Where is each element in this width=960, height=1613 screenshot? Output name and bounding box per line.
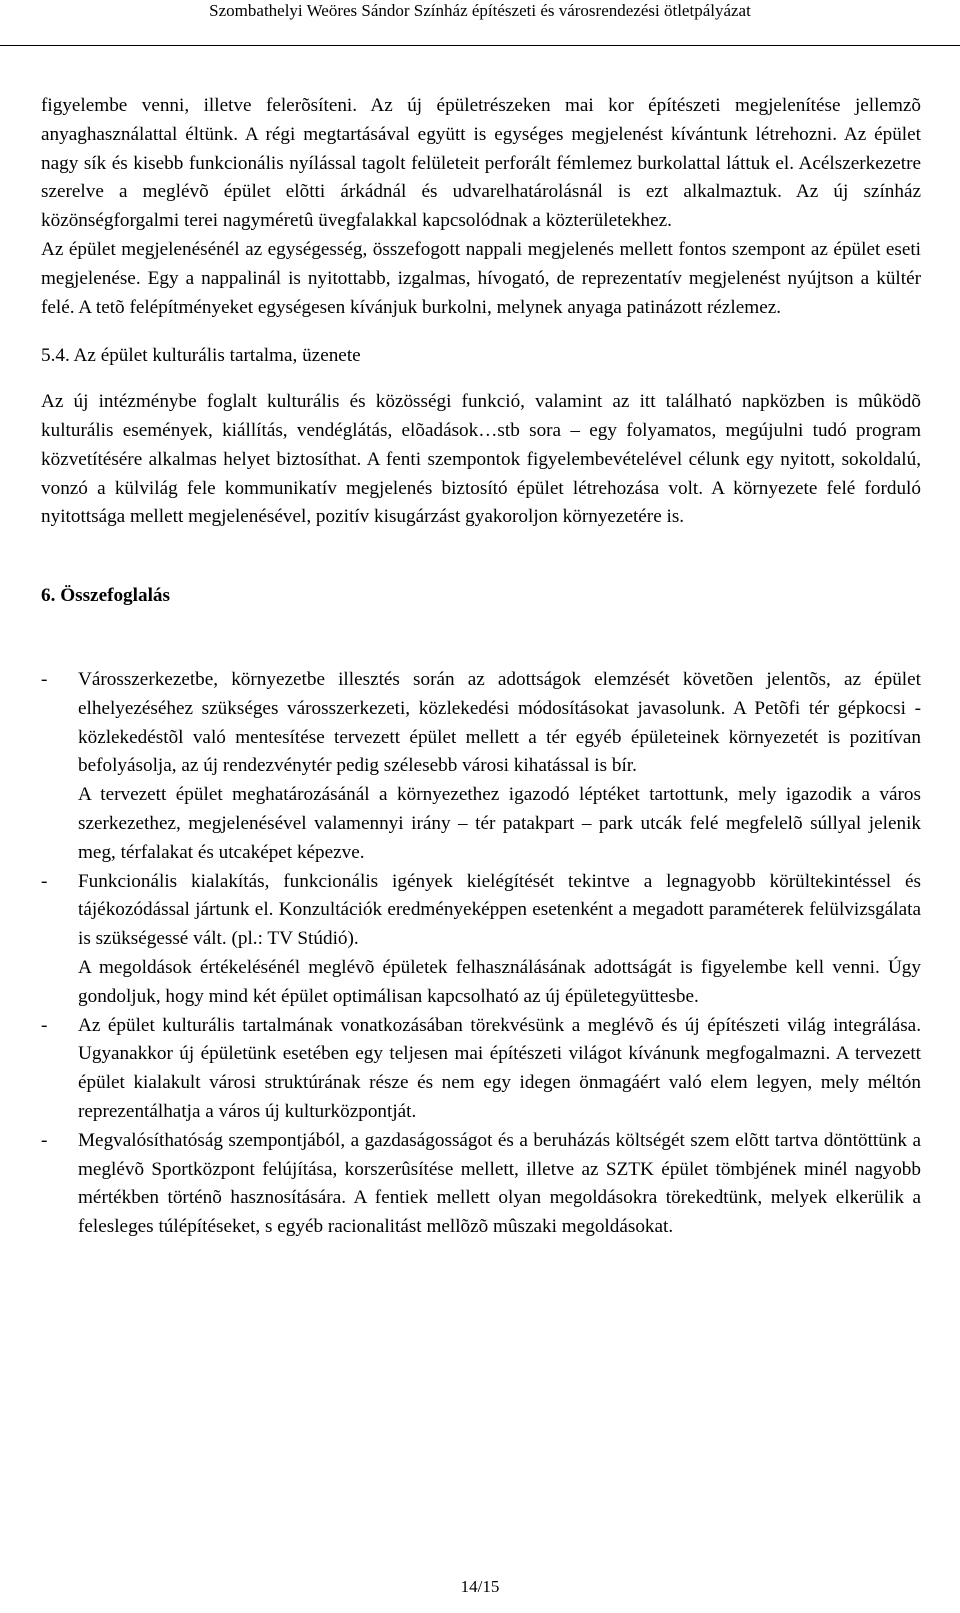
- list-bullet-dash: -: [41, 668, 48, 690]
- list-item: [41, 1012, 921, 1127]
- list-item-paragraph: Funkcionális kialakítás, funkcionális igények kielégítését tekintve a legnagyobb körültekintéssel és tájékozódással jártunk el. Konzultációk eredményeképpen esetenként a megadott paraméterek felülvizsgálata is szükségessé vált. (pl.: TV Stúdió).: [78, 870, 921, 950]
- page-number: 14/15: [460, 1577, 500, 1596]
- list-item: [41, 1127, 921, 1242]
- list-item-paragraph: A megoldások értékelésénél meglévõ épületek felhasználásának adottságát is figyelembe kell venni. Úgy gondoljuk, hogy mind két épület optimálisan kapcsolható az új épületegyüttesbe.: [78, 956, 921, 1007]
- list-item: [41, 868, 921, 1012]
- header-title: Szombathelyi Weöres Sándor Színház építészeti és városrendezési ötletpályázat: [209, 1, 751, 20]
- page-footer: [0, 1577, 960, 1597]
- list-item-paragraph: Az épület kulturális tartalmának vonatkozásában törekvésünk a meglévõ és új építészeti világ integrálása. Ugyanakkor új épületünk esetében egy teljesen mai építészeti világot kívánunk megfogalmazni. A tervezett épület kialakult városi struktúrának része és nem egy idegen önmagáért való elem legyen, mely méltón reprezentálhatja a város új kulturközpontját.: [78, 1014, 921, 1122]
- list-bullet-dash: -: [41, 870, 48, 892]
- list-item-paragraph: Városszerkezetbe, környezetbe illesztés során az adottságok elemzését követõen jelentõs, az épület elhelyezéséhez szükséges városszerkezeti, közlekedési módosításokat javasolunk. A Petõfi tér gépkocsi - közlekedéstõl való mentesítése tervezett épület mellett a tér egyéb épületeinek környezetét is pozitívan befolyásolja, az új rendezvénytér pedig szélesebb városi kihatással is bír.: [78, 668, 921, 777]
- section-heading-6: 6. Összefoglalás: [41, 585, 170, 607]
- intro-paragraph: figyelembe venni, illetve felerõsíteni. Az új épületrészeken mai kor építészeti megjelenítése jellemzõ anyaghasználattal éltünk. A régi megtartásával együtt is egységes megjelenést kívántunk létrehozni. Az épület nagy sík és kisebb funkcionális nyílással tagolt felületeit perforált fémlemez burkolattal láttuk el. Acélszerkezetre szerelve a meglévõ épület elõtti árkádnál és udvarelhatárolásnál is ezt alkalmaztuk. Az új színház közönségforgalmi terei nagyméretû üvegfalakkal kapcsolódnak a közterületekhez.: [41, 95, 921, 232]
- list-item-paragraph: A tervezett épület meghatározásánál a környezethez igazodó léptéket tartottunk, mely igazodik a város szerkezethez, megjelenésével valamennyi irány – tér patakpart – park utcák felé megfelelõ súllyal jelenik meg, térfalakat és utcaképet képezve.: [78, 784, 921, 863]
- intro-paragraph: Az épület megjelenésénél az egységesség, összefogott nappali megjelenés mellett fontos szempont az épület eseti megjelenése. Egy a nappalinál is nyitottabb, izgalmas, hívogató, de reprezentatív megjelenést nyújtson a kültér felé. A tetõ felépítményeket egységesen kívánjuk burkolni, melynek anyaga patinázott rézlemez.: [41, 238, 921, 318]
- summary-list: [41, 666, 921, 1242]
- list-bullet-dash: -: [41, 1014, 48, 1036]
- page-body: [41, 92, 921, 1242]
- running-header: [0, 0, 960, 41]
- list-item-paragraph: Megvalósíthatóság szempontjából, a gazdaságosságot és a beruházás költségét szem elõtt tartva döntöttünk a meglévõ Sportközpont felújítása, korszerûsítése mellett, illetve az SZTK épület tömbjének minél nagyobb mértékben történõ hasznosítására. A fentiek mellett olyan megoldásokra törekedtünk, melyek elkerülik a felesleges túlépítéseket, s egyéb racionalitást mellõzõ mûszaki megoldásokat.: [78, 1129, 921, 1238]
- header-divider: [0, 45, 960, 46]
- list-bullet-dash: -: [41, 1129, 48, 1151]
- section-5-4-body: Az új intézménybe foglalt kulturális és közösségi funkció, valamint az itt található napközben is mûködõ kulturális események, kiállítás, vendéglátás, elõadások…stb sora – egy folyamatos, megújulni tudó program közvetítésére alkalmas helyet biztosíthat. A fenti szempontok figyelembevételével célunk egy nyitott, sokoldalú, vonzó a külvilág fele kommunikatív megjelenés biztosító épület létrehozása volt. A környezete felé forduló nyitottsága mellett megjelenésével, pozitív kisugárzást gyakoroljon környezetére is.: [41, 391, 921, 528]
- section-heading-5-4: 5.4. Az épület kulturális tartalma, üzenete: [41, 345, 361, 367]
- list-item: [41, 666, 921, 868]
